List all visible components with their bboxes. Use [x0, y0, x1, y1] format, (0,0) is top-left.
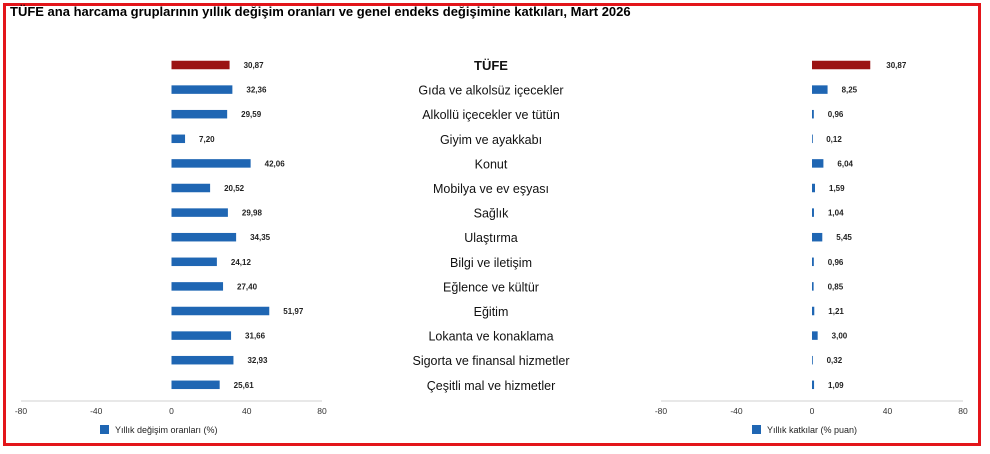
x-tick-label-left: -40	[90, 406, 103, 416]
data-label-left: 29,59	[241, 110, 262, 120]
bar-left	[172, 135, 186, 144]
category-label: Sigorta ve finansal hizmetler	[412, 354, 570, 369]
category-label: Giyim ve ayakkabı	[439, 132, 543, 147]
data-label-left: 34,35	[250, 233, 271, 243]
category-label: TÜFE	[474, 58, 508, 73]
chart-title: TÜFE ana harcama gruplarının yıllık değişim oranları ve genel endeks değişimine katkıları, Mart 2026	[10, 4, 631, 19]
category-label: Çeşitli mal ve hizmetler	[426, 378, 556, 393]
bar-right	[812, 184, 815, 193]
bar-left	[172, 233, 237, 242]
x-tick-label-right: 0	[809, 406, 815, 416]
category-label: Mobilya ve ev eşyası	[432, 182, 550, 196]
bar-right	[812, 233, 822, 242]
bar-left	[172, 356, 234, 365]
x-tick-label-right: -80	[654, 406, 668, 416]
data-label-right: 8,25	[841, 85, 858, 95]
data-label-right: 1,59	[829, 184, 845, 193]
bar-left	[172, 110, 228, 119]
legend-swatch-right	[752, 425, 761, 434]
bar-right	[812, 110, 814, 119]
category-label: Ulaştırma	[464, 231, 518, 246]
data-label-right: 6,04	[837, 159, 853, 169]
data-label-left: 7,20	[199, 134, 215, 144]
bar-right	[812, 61, 870, 70]
data-label-right: 0,12	[826, 134, 842, 144]
category-label: Alkollü içecekler ve tütün	[422, 108, 560, 123]
bar-right	[812, 258, 814, 267]
bar-left	[172, 159, 251, 168]
bar-left	[172, 208, 228, 217]
data-label-left: 27,40	[237, 282, 258, 292]
data-label-right: 1,04	[827, 208, 844, 218]
data-label-left: 20,52	[224, 184, 245, 193]
data-label-left: 32,93	[247, 356, 268, 366]
data-label-left: 29,98	[241, 208, 262, 218]
category-label: Eğlence ve kültür	[443, 280, 539, 295]
category-label: Eğitim	[473, 305, 509, 319]
bar-right	[812, 356, 813, 365]
bar-right	[812, 135, 813, 144]
data-label-right: 3,00	[831, 331, 848, 341]
data-label-right: 1,09	[828, 380, 844, 390]
bar-right	[812, 85, 828, 94]
category-label: Lokanta ve konaklama	[428, 329, 554, 344]
data-label-left: 30,87	[243, 61, 264, 70]
data-label-left: 31,66	[245, 331, 266, 341]
data-label-left: 24,12	[230, 257, 251, 267]
x-tick-label-left: 40	[242, 406, 252, 416]
bar-right	[812, 331, 818, 340]
data-label-right: 0,85	[827, 282, 844, 292]
data-label-right: 0,96	[827, 110, 844, 120]
bar-right	[812, 307, 814, 316]
data-label-right: 1,21	[828, 307, 844, 316]
bar-left	[172, 282, 224, 291]
category-label: Sağlık	[473, 206, 509, 221]
x-tick-label-right: 80	[958, 406, 968, 416]
bar-left	[172, 381, 220, 390]
bar-left	[172, 307, 270, 316]
data-label-right: 5,45	[836, 233, 852, 243]
bar-right	[812, 159, 823, 168]
data-label-right: 30,87	[886, 61, 907, 70]
legend-swatch-left	[100, 425, 109, 434]
category-label: Konut	[474, 157, 508, 172]
data-label-right: 0,32	[826, 356, 843, 366]
bar-left	[172, 184, 211, 193]
bar-right	[812, 381, 814, 390]
bar-left	[172, 61, 230, 70]
data-label-right: 0,96	[827, 257, 844, 267]
data-label-left: 51,97	[283, 307, 304, 316]
legend-label-right: Yıllık katkılar (% puan)	[767, 425, 858, 435]
bar-left	[172, 258, 217, 267]
bar-left	[172, 331, 232, 340]
category-label: Gıda ve alkolsüz içecekler	[418, 83, 564, 98]
x-tick-label-right: 40	[882, 406, 893, 416]
bar-right	[812, 282, 814, 291]
x-tick-label-left: 0	[169, 406, 174, 416]
data-label-left: 32,36	[246, 85, 267, 95]
category-label: Bilgi ve iletişim	[450, 255, 532, 270]
legend-label-left: Yıllık değişim oranları (%)	[115, 425, 218, 435]
bar-right	[812, 208, 814, 217]
data-label-left: 25,61	[233, 380, 254, 390]
x-tick-label-right: -40	[730, 406, 743, 416]
x-tick-label-left: -80	[14, 406, 28, 416]
data-label-left: 42,06	[264, 159, 285, 169]
bar-left	[172, 85, 233, 94]
x-tick-label-left: 80	[317, 406, 327, 416]
